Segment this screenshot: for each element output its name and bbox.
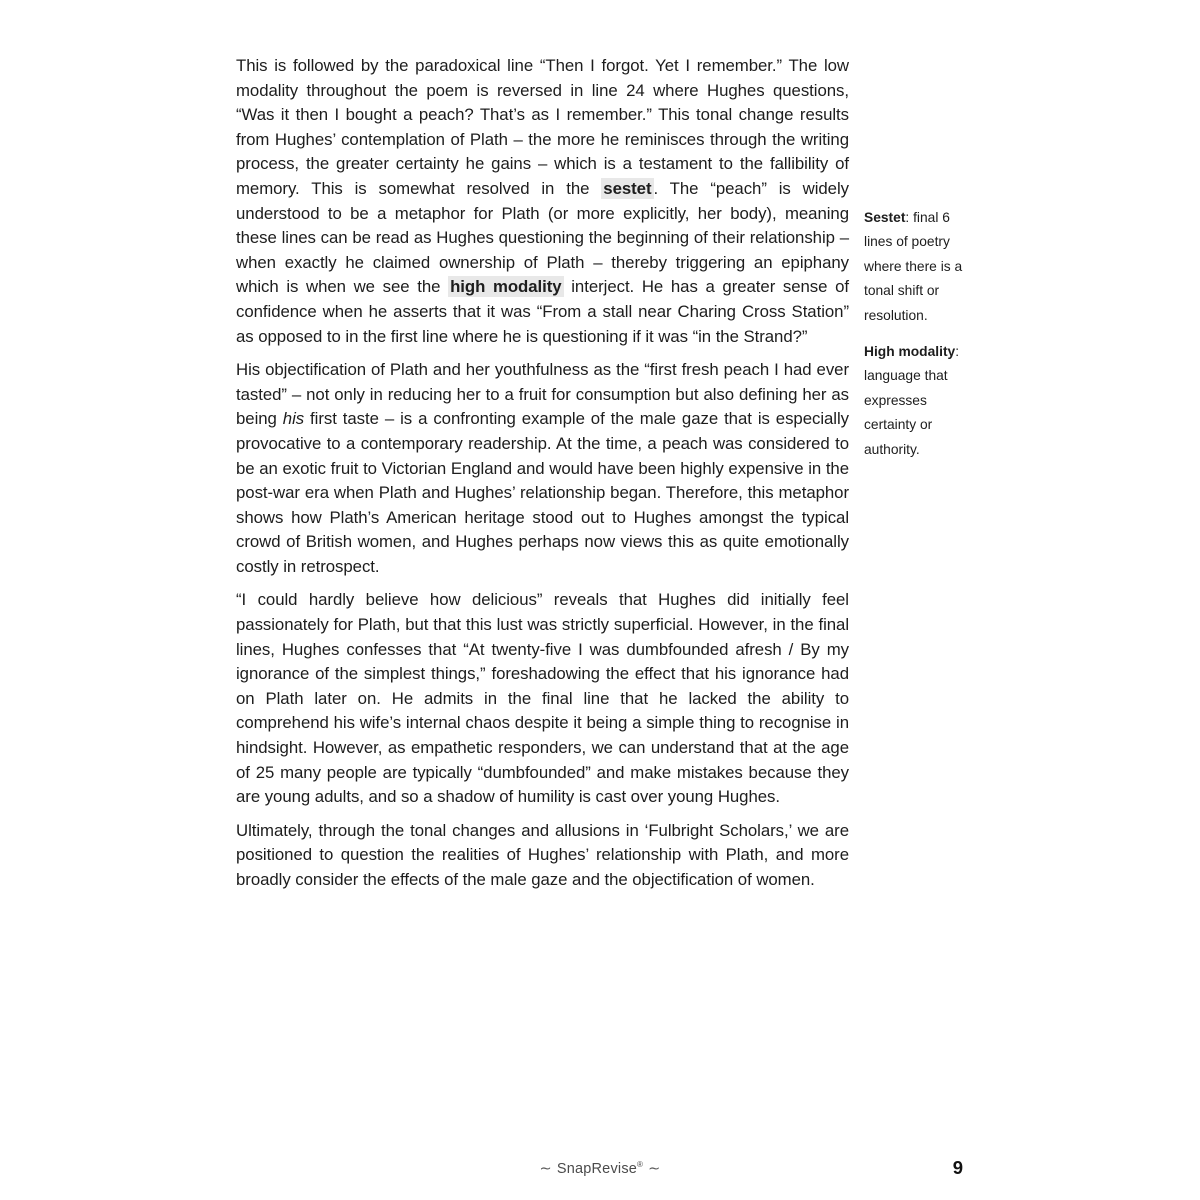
page-number: 9 <box>952 1157 963 1178</box>
paragraph-delicious-quote <box>236 588 849 809</box>
snaprevise-wordmark: SnapRevise <box>556 1161 638 1177</box>
text-run: . The “peach” is widely understood to be a metaphor for Plath (or more explicitly, her body), meaning these lines can be read as Hughes questioning the beginning of their relationship – when exactly he claimed ownership of Plath – thereby triggering an epiphany which is when we see the <box>236 178 849 297</box>
paragraph-objectification <box>236 358 849 579</box>
text-run: “I could hardly believe how delicious” reveals that Hughes did initially feel passionately for Plath, but that this lust was strictly superficial. However, in the final lines, Hughes confesses that “At twenty-five I was dumbfounded afresh / By my ignorance of the simplest things,” foreshadowing the effect that his ignorance had on Plath later on. He admits in the final line that he lacked the ability to comprehend his wife’s internal chaos despite it being a simple thing to recognise in hindsight. However, as empathetic responders, we can understand that at the age of 25 many people are typically “dumbfounded” and make mistakes because they are young adults, and so a shadow of humility is cast over young Hughes. <box>236 590 849 807</box>
margin-note-high-modality <box>864 340 970 462</box>
italic-run: his <box>282 409 305 429</box>
paragraph-tonal-change <box>236 54 849 349</box>
main-text-column <box>236 54 849 902</box>
text-run: Ultimately, through the tonal changes and allusions in ‘Fulbright Scholars,’ we are positioned to question the realities of Hughes’ relationship with Plath, and more broadly consider the effects of the male gaze and the objectification of women. <box>236 820 849 889</box>
text-run: His objectification of Plath and her youthfulness as the “first fresh peach I had ever tasted” – not only in reducing her to a fruit for consumption but also defining her as being <box>236 360 849 429</box>
snaprevise-logo <box>0 1161 1200 1177</box>
registered-trademark-symbol: ® <box>637 1160 644 1170</box>
text-run: interject. He has a greater sense of confidence when he asserts that it was “From a stall near Charing Cross Station” as opposed to in the first line where he is questioning if it was “in the Strand?” <box>236 277 850 346</box>
margin-notes-column <box>864 206 970 462</box>
margin-note-term: Sestet <box>864 210 906 225</box>
margin-note-term: High modality <box>864 344 956 360</box>
highlighted-term-high-modality: high modality <box>450 277 562 297</box>
margin-note-definition: : final 6 lines of poetry where there is a tonal shift or resolution. <box>864 210 963 323</box>
tilde-ornament-right: ∼ <box>648 1161 661 1177</box>
paragraph-conclusion <box>236 819 849 893</box>
text-run: This is followed by the paradoxical line “Then I forgot. Yet I remember.” The low modality throughout the poem is reversed in line 24 where Hughes questions, “Was it then I bought a peach? That’s as I remember.” This tonal change results from Hughes’ contemplation of Plath – the more he reminisces through the writing process, the greater certainty he gains – which is a testament to the fallibility of memory. This is somewhat resolved in the <box>236 56 849 198</box>
tilde-ornament-left: ∼ <box>539 1161 552 1177</box>
text-run: first taste – is a confronting example of the male gaze that is especially provocative to a contemporary readership. At the time, a peach was considered to be an exotic fruit to Victorian England and would have been highly expensive in the post-war era when Plath and Hughes’ relationship began. Therefore, this metaphor shows how Plath’s American heritage stood out to Hughes amongst the typical crowd of British women, and Hughes perhaps now views this as quite emotionally costly in retrospect. <box>236 409 849 576</box>
margin-note-definition: : language that expresses certainty or authority. <box>864 344 960 457</box>
highlighted-term-sestet: sestet <box>603 178 652 198</box>
margin-note-sestet <box>864 206 970 328</box>
